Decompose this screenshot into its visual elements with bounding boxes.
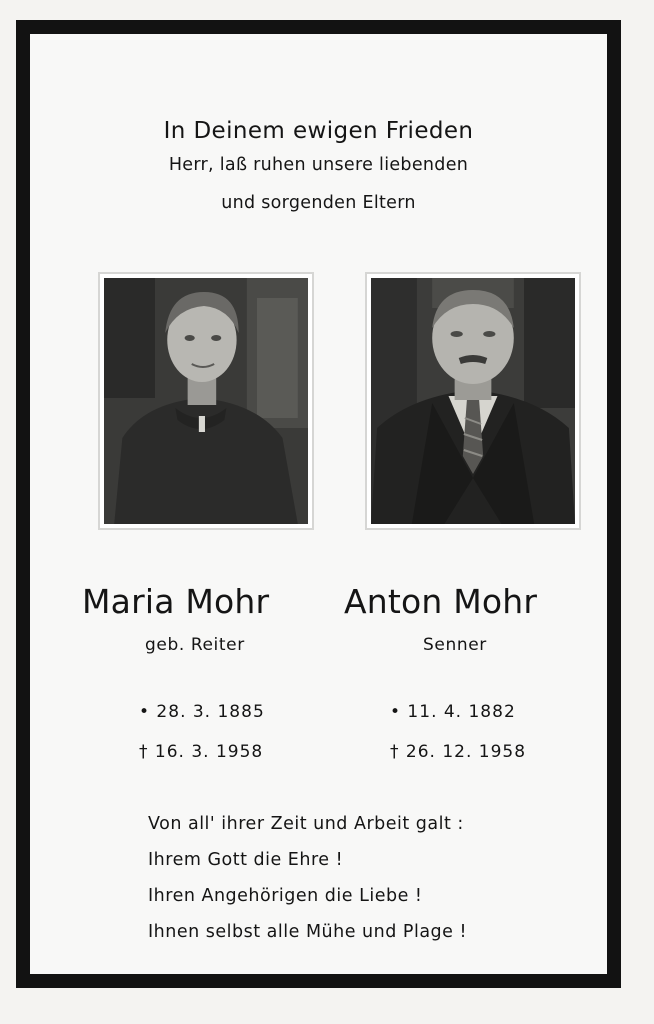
portrait-woman-image bbox=[104, 278, 308, 524]
memorial-card bbox=[16, 20, 621, 988]
heading: In Deinem ewigen Frieden bbox=[163, 118, 474, 144]
maiden-name-maria: geb. Reiter bbox=[145, 635, 245, 655]
closing-line-1: Von all' ihrer Zeit und Arbeit galt : bbox=[148, 814, 464, 834]
photo-maria bbox=[98, 272, 314, 530]
closing-verse bbox=[148, 806, 467, 950]
closing-line-4: Ihnen selbst alle Mühe und Plage ! bbox=[148, 922, 467, 942]
photo-anton bbox=[365, 272, 581, 530]
card-header bbox=[30, 116, 607, 222]
death-date-anton: † 26. 12. 1958 bbox=[390, 742, 527, 762]
occupation-anton: Senner bbox=[423, 635, 487, 655]
closing-line-3: Ihren Angehörigen die Liebe ! bbox=[148, 886, 423, 906]
birth-date-anton: • 11. 4. 1882 bbox=[390, 702, 516, 722]
name-anton: Anton Mohr bbox=[344, 582, 538, 621]
name-maria: Maria Mohr bbox=[82, 582, 270, 621]
closing-line-2: Ihrem Gott die Ehre ! bbox=[148, 850, 344, 870]
portrait-man-image bbox=[371, 278, 575, 524]
death-date-maria: † 16. 3. 1958 bbox=[139, 742, 264, 762]
verse-line-2: und sorgenden Eltern bbox=[221, 193, 416, 213]
birth-date-maria: • 28. 3. 1885 bbox=[139, 702, 265, 722]
verse-line-1: Herr, laß ruhen unsere liebenden bbox=[168, 155, 469, 175]
